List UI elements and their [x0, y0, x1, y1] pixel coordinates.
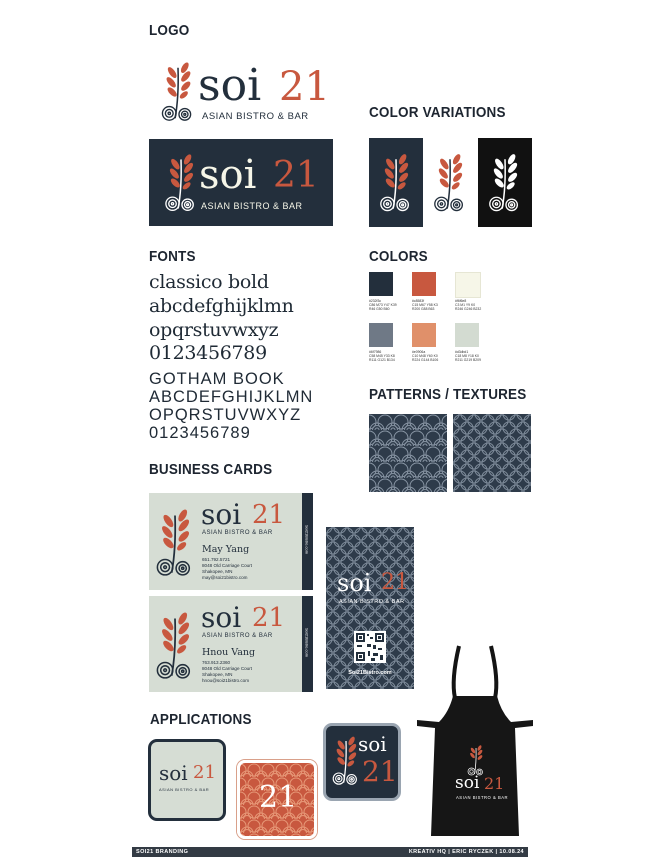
sprig-logo-icon: [162, 150, 200, 216]
pattern-swirl-tile: [369, 414, 447, 492]
swatch-value-line: R211 G219 B209: [455, 358, 481, 363]
color-swatch-values: [369, 350, 409, 363]
color-swatch: [412, 323, 436, 347]
color-swatch: [455, 272, 481, 298]
footer-right-text: KREATIV HQ | ERIC RYCZEK | 10.08.24: [408, 848, 524, 855]
coaster-soi: soi: [159, 761, 188, 785]
card-phone: 651.792.5721: [202, 557, 231, 562]
card-side-strip: [302, 493, 313, 590]
swatch-value-line: #e0906a: [412, 350, 426, 354]
logo-soi: soi: [198, 60, 262, 111]
sprig-icon-on-black: [486, 149, 524, 217]
footer-left-text: SOI21 BRANDING: [136, 848, 189, 855]
card-contact-info: [202, 660, 252, 684]
card-back-soi: soi: [337, 569, 372, 597]
card-back-url: Soi21Bistro.com: [348, 670, 392, 676]
swatch-value-line: #232f3c: [369, 299, 382, 303]
sprig-icon: [153, 605, 197, 687]
business-card-front-2: [149, 596, 313, 692]
coaster-navy: [323, 723, 401, 801]
swatch-value-line: #c8583f: [412, 299, 425, 303]
card-back-21: 21: [381, 570, 409, 595]
color-swatch: [455, 323, 479, 347]
font2-uppercase-a-n: ABCDEFGHIJKLMN: [149, 388, 314, 406]
color-swatch-values: [455, 299, 495, 312]
card-person-name: May Yang: [202, 544, 250, 555]
color-variations-strip: [369, 138, 532, 227]
color-swatch: [369, 323, 393, 347]
section-title-fonts: FONTS: [149, 248, 196, 265]
font2-numerals: 0123456789: [149, 424, 251, 442]
section-title-patterns: PATTERNS / TEXTURES: [369, 386, 527, 403]
swatch-value-line: C18 M8 Y18 K0: [455, 354, 479, 359]
swatch-value-line: R111 G121 B134: [369, 358, 395, 363]
card-contact-info: [202, 557, 252, 581]
card-person-name: Hnou Vang: [202, 647, 256, 658]
logo-21: 21: [279, 64, 330, 110]
coaster-21: 21: [193, 762, 216, 783]
font1-lowercase-a-n: abcdefghijklmn: [149, 295, 294, 317]
card-city: Shakopee, MN: [202, 672, 233, 677]
logo-tagline: ASIAN BISTRO & BAR: [202, 111, 309, 122]
sprig-icon-on-navy: [377, 149, 415, 217]
card-logo-soi: soi: [201, 498, 242, 531]
card-side-strip: [302, 596, 313, 692]
card-email: hnou@soi21bistro.com: [202, 678, 250, 683]
primary-logo: [158, 58, 328, 128]
coaster-21: 21: [259, 780, 298, 815]
card-back-pattern: [326, 527, 414, 689]
section-title-business-cards: BUSINESS CARDS: [149, 461, 273, 478]
swatch-value-line: #f6f6e8: [455, 299, 467, 303]
color-swatch: [369, 272, 393, 296]
business-card-front-1: [149, 493, 313, 590]
sprig-icon: [153, 502, 197, 584]
coaster-tagline: ASIAN BISTRO & BAR: [159, 787, 210, 792]
pattern-circles-tile: [453, 414, 531, 492]
section-title-logo: LOGO: [149, 22, 190, 39]
business-card-back: [326, 527, 414, 689]
footer-bar: [132, 847, 528, 857]
logo-dark-version: [149, 139, 333, 226]
logo-21: 21: [273, 155, 319, 196]
card-city: Shakopee, MN: [202, 569, 233, 574]
color-swatch-values: [412, 350, 452, 363]
sprig-logo-icon: [158, 58, 198, 126]
font1-lowercase-o-z: opqrstuvwxyz: [149, 319, 279, 341]
font1-numerals: 0123456789: [149, 342, 267, 364]
swatch-value-line: R46 G50 B60: [369, 307, 390, 312]
swatch-value-line: R246 G246 B232: [455, 307, 482, 312]
apron-mockup: [415, 640, 535, 840]
card-address: 8048 Old Carriage Court: [202, 666, 253, 671]
font2-uppercase-o-z: OPQRSTUVWXYZ: [149, 406, 302, 424]
color-swatch-values: [369, 299, 409, 312]
logo-soi: soi: [199, 152, 257, 198]
card-back-tagline: ASIAN BISTRO & BAR: [339, 599, 405, 605]
color-swatch: [412, 272, 436, 296]
swatch-value-line: R224 G144 B106: [412, 358, 439, 363]
swatch-value-line: C3 M1 Y9 K0: [455, 303, 476, 308]
swatch-value-line: R200 G88 B63: [412, 307, 435, 312]
section-title-color-variations: COLOR VARIATIONS: [369, 104, 506, 121]
color-swatch-values: [455, 350, 495, 363]
sprig-icon-on-white: [431, 149, 469, 217]
apron-21: 21: [484, 774, 505, 793]
swatch-value-line: C15 M67 Y58 K3: [412, 303, 438, 308]
card-tagline: ASIAN BISTRO & BAR: [202, 530, 273, 536]
coaster-21: 21: [362, 755, 398, 788]
qr-code-icon: [354, 631, 386, 663]
coaster-light: [148, 739, 226, 821]
swatch-value-line: C10 M48 Y60 K0: [412, 354, 438, 359]
swatch-value-line: #6f7986: [369, 350, 382, 354]
card-strip-url: Soi21Bistro.com: [304, 627, 310, 658]
card-tagline: ASIAN BISTRO & BAR: [202, 633, 273, 639]
card-email: may@soi21bistro.com: [202, 575, 248, 580]
card-logo-soi: soi: [201, 601, 242, 634]
apron-soi: soi: [455, 773, 480, 793]
card-phone: 763.913.2360: [202, 660, 231, 665]
swatch-value-line: C86 M73 Y47 K39: [369, 303, 397, 308]
card-logo-21: 21: [252, 603, 286, 633]
coaster-terracotta: [237, 760, 317, 839]
apron-tagline: ASIAN BISTRO & BAR: [456, 795, 509, 800]
section-title-applications: APPLICATIONS: [150, 711, 252, 728]
swatch-value-line: C58 M45 Y33 K8: [369, 354, 395, 359]
swatch-value-line: #d3dbd1: [455, 350, 469, 354]
card-logo-21: 21: [252, 500, 286, 530]
font2-name: GOTHAM BOOK: [149, 370, 285, 388]
coaster-soi: soi: [358, 732, 387, 756]
card-strip-url: Soi21Bistro.com: [304, 524, 310, 555]
logo-tagline: ASIAN BISTRO & BAR: [201, 201, 303, 211]
card-address: 8048 Old Carriage Court: [202, 563, 253, 568]
font1-name: classico bold: [149, 271, 269, 293]
section-title-colors: COLORS: [369, 248, 428, 265]
color-swatch-values: [412, 299, 452, 312]
